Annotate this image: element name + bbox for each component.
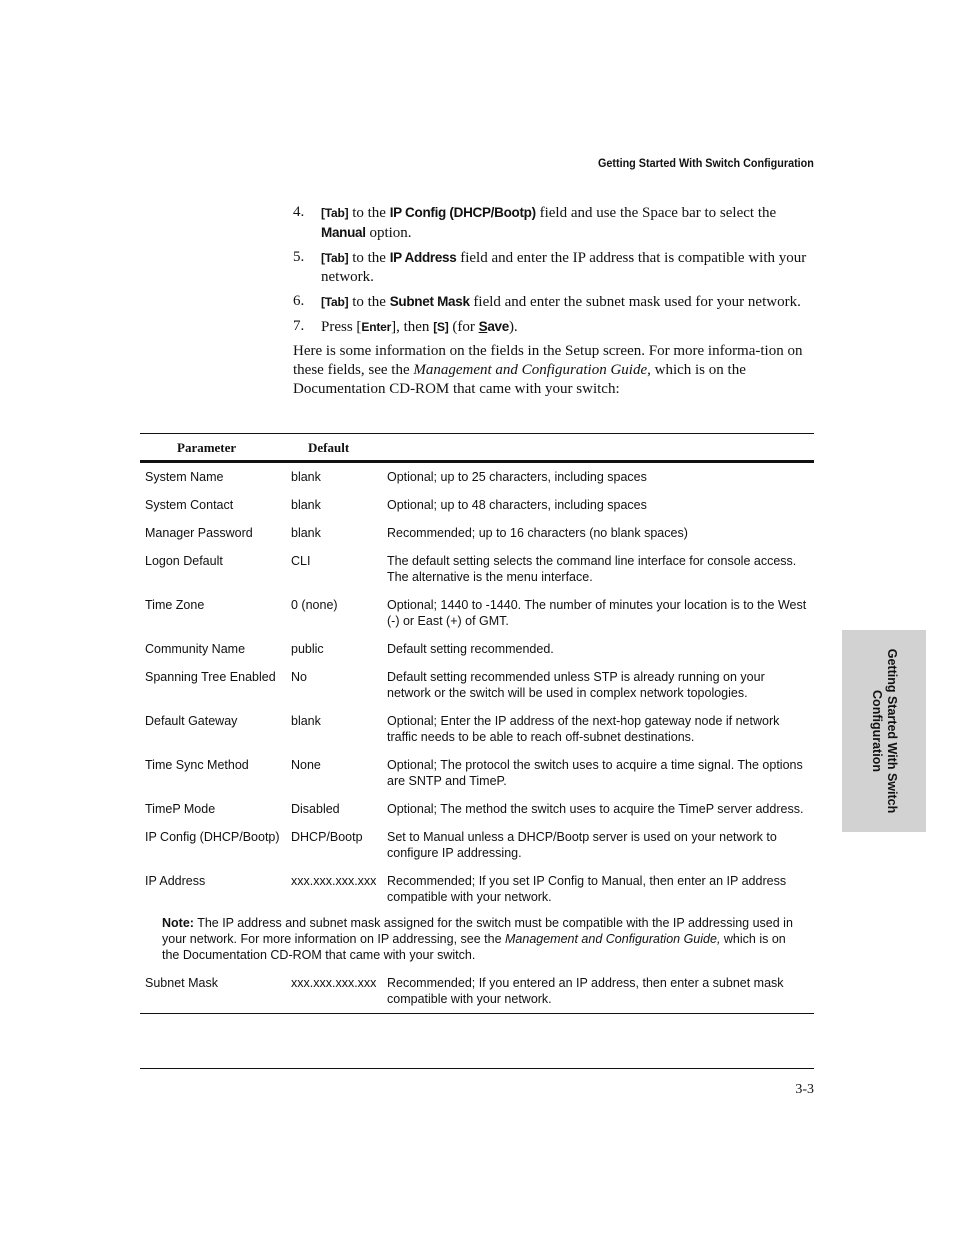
setup-fields-table — [140, 433, 814, 1014]
step-text-part: option. — [365, 225, 412, 241]
parameter-cell: System Contact — [145, 498, 234, 512]
default-cell: DHCP/Bootp — [291, 830, 363, 844]
save-label-rest: ave — [487, 319, 509, 334]
step-number: 6. — [293, 293, 305, 309]
step-text-part: field and use the Space bar to select the — [535, 205, 777, 221]
description-cell: The default setting selects the command line interface for console access. The alternative is the menu interface. — [387, 554, 797, 584]
description-cell: Optional; up to 48 characters, including spaces — [387, 498, 647, 512]
step-text-part: to the — [348, 294, 390, 310]
step-7 — [293, 317, 814, 337]
step-text-part: field and enter the subnet mask used for your network. — [469, 294, 801, 310]
parameter-cell: Manager Password — [145, 526, 253, 540]
step-text-part: ). — [508, 319, 518, 335]
save-hotkey-letter: S — [478, 319, 488, 334]
default-cell: public — [291, 642, 324, 656]
table-row — [140, 519, 814, 547]
default-cell: Disabled — [291, 802, 340, 816]
default-cell: blank — [291, 714, 321, 728]
description-cell: Recommended; up to 16 characters (no blank spaces) — [387, 526, 688, 540]
field-name: IP Config (DHCP/Bootp) — [389, 205, 536, 220]
step-text — [321, 317, 814, 337]
default-cell: blank — [291, 470, 321, 484]
table-row — [140, 751, 814, 795]
default-cell: None — [291, 758, 321, 772]
step-number: 5. — [293, 249, 305, 265]
step-text-part: to the — [348, 205, 390, 221]
parameter-cell: Spanning Tree Enabled — [145, 670, 276, 684]
step-text-part: field and enter the IP address that is compatible with your network. — [321, 250, 807, 285]
table-row — [140, 663, 814, 707]
setup-steps — [293, 203, 814, 399]
note-guide-title: Management and Configuration Guide, — [505, 932, 721, 946]
key-label: [Tab] — [321, 206, 349, 220]
parameter-cell: IP Address — [145, 874, 206, 888]
default-cell: No — [291, 670, 307, 684]
default-cell: CLI — [291, 554, 311, 568]
step-4 — [293, 203, 814, 243]
ip-note — [140, 911, 814, 969]
key-label: [S] — [433, 320, 449, 334]
note-label: Note: — [162, 916, 194, 930]
description-cell: Optional; The method the switch uses to acquire the TimeP server address. — [387, 802, 804, 816]
table-row — [140, 823, 814, 867]
description-cell: Default setting recommended. — [387, 642, 554, 656]
header-parameter: Parameter — [177, 440, 237, 455]
step-number: 7. — [293, 318, 305, 334]
intro-text: Here is some information on the fields in the Setup screen. For more informa-tion on these fields, see the — [293, 343, 803, 378]
parameter-cell: Logon Default — [145, 554, 223, 568]
footer-rule — [140, 1068, 814, 1069]
table-row — [140, 969, 814, 1013]
description-cell: Default setting recommended unless STP is already running on your network or the switch will be used in complex network topologies. — [387, 670, 765, 700]
step-5 — [293, 248, 814, 287]
description-cell: Recommended; If you set IP Config to Manual, then enter an IP address compatible with your network. — [387, 874, 787, 904]
step-text-part: Press [ — [321, 319, 362, 335]
key-label: [Tab] — [321, 295, 349, 309]
default-cell: 0 (none) — [291, 598, 338, 612]
table-row — [140, 707, 814, 751]
table-row — [140, 591, 814, 635]
description-cell: Optional; Enter the IP address of the next-hop gateway node if network traffic needs to be able to reach off-subnet destinations. — [387, 714, 780, 744]
default-cell: xxx.xxx.xxx.xxx — [291, 874, 377, 888]
table-header — [140, 434, 814, 463]
description-cell: Optional; up to 25 characters, including spaces — [387, 470, 647, 484]
description-cell: Optional; 1440 to -1440. The number of minutes your location is to the West (-) or East (+) of GMT. — [387, 598, 807, 628]
parameter-cell: System Name — [145, 470, 224, 484]
intro-text: , which is on the Documentation CD-ROM that came with your switch: — [293, 362, 746, 397]
step-text — [321, 292, 814, 312]
page-number: 3-3 — [795, 1082, 814, 1097]
parameter-cell: Community Name — [145, 642, 246, 656]
step-text — [321, 248, 814, 287]
chapter-side-tab — [842, 630, 926, 832]
step-6 — [293, 292, 814, 312]
table-row — [140, 635, 814, 663]
description-cell: Recommended; If you entered an IP address, then enter a subnet mask compatible with your network. — [387, 976, 784, 1006]
side-tab-line: Configuration — [870, 690, 884, 772]
step-text-part: ], then — [391, 319, 434, 335]
default-cell: blank — [291, 526, 321, 540]
guide-title: Management and Configuration Guide — [413, 362, 648, 378]
table-row — [140, 795, 814, 823]
table-row — [140, 491, 814, 519]
note-text: The IP address and subnet mask assigned for the switch must be compatible with the IP addressing used in your network. For more information on IP addressing, see the — [162, 916, 793, 946]
parameter-cell: TimeP Mode — [145, 802, 216, 816]
parameter-cell: Time Zone — [145, 598, 205, 612]
key-label: Enter — [361, 320, 392, 334]
step-text-part: (for — [448, 319, 479, 335]
option-name: Manual — [321, 225, 366, 240]
intro-paragraph — [293, 342, 814, 399]
table-row — [140, 867, 814, 911]
step-text-part: to the — [348, 250, 390, 266]
step-number: 4. — [293, 204, 305, 220]
default-cell: blank — [291, 498, 321, 512]
side-tab-line: Getting Started With Switch — [885, 648, 899, 814]
default-cell: xxx.xxx.xxx.xxx — [291, 976, 377, 990]
table-row — [140, 547, 814, 591]
running-header: Getting Started With Switch Configuration — [598, 156, 814, 170]
key-label: [Tab] — [321, 251, 349, 265]
side-tab-label — [869, 636, 899, 826]
parameter-cell: IP Config (DHCP/Bootp) — [145, 830, 280, 844]
table-body — [140, 463, 814, 911]
table-row — [140, 463, 814, 491]
description-cell: Set to Manual unless a DHCP/Bootp server is used on your network to configure IP addressing. — [387, 830, 777, 860]
step-text — [321, 203, 814, 243]
parameter-cell: Subnet Mask — [145, 976, 218, 990]
parameter-cell: Time Sync Method — [145, 758, 249, 772]
field-name: Subnet Mask — [389, 294, 470, 309]
header-default: Default — [308, 440, 350, 455]
note-text: which is on the Documentation CD-ROM that came with your switch. — [162, 932, 786, 962]
field-name: IP Address — [389, 250, 457, 265]
description-cell: Optional; The protocol the switch uses to acquire a time signal. The options are SNTP and TimeP. — [387, 758, 803, 788]
parameter-cell: Default Gateway — [145, 714, 238, 728]
